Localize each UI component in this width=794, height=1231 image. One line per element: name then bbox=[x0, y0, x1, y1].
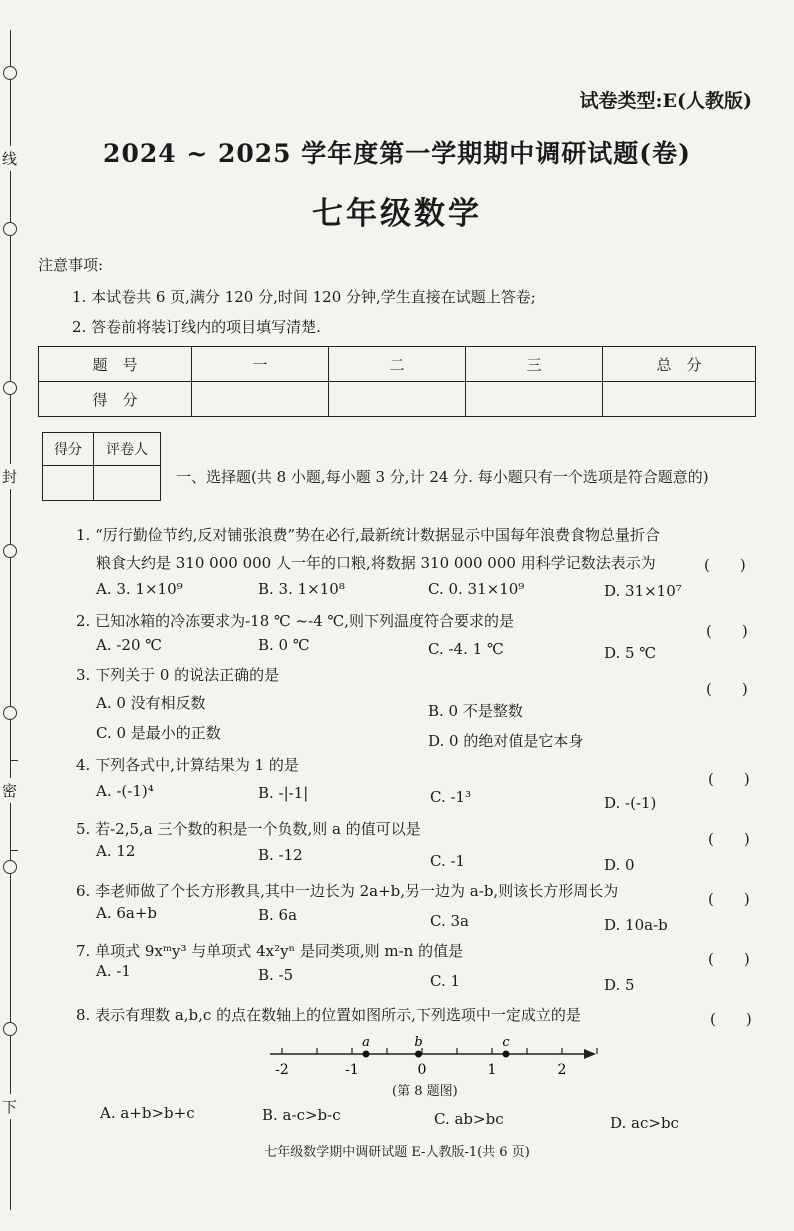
score-header-cell: 总 分 bbox=[603, 347, 756, 382]
question-7: 7. 单项式 9xᵐy³ 与单项式 4x²yⁿ 是同类项,则 m-n 的值是 bbox=[76, 942, 464, 960]
option-b: B. 3. 1×10⁸ bbox=[258, 580, 345, 598]
option-b: B. a-c>b-c bbox=[262, 1106, 341, 1124]
subject-title: 七年级数学 bbox=[312, 196, 482, 232]
notice-heading: 注意事项: bbox=[38, 256, 104, 274]
score-cell[interactable] bbox=[466, 382, 603, 417]
score-header-cell: 二 bbox=[329, 347, 466, 382]
binding-tick bbox=[10, 850, 18, 851]
notice-item: 1. 本试卷共 6 页,满分 120 分,时间 120 分钟,学生直接在试题上答卷; bbox=[72, 288, 536, 306]
option-a: A. -1 bbox=[96, 962, 131, 980]
number-line-tick-label: -1 bbox=[345, 1062, 359, 1078]
option-a: A. 0 没有相反数 bbox=[96, 694, 206, 712]
option-b: B. -12 bbox=[258, 846, 303, 864]
option-b: B. 0 不是整数 bbox=[428, 702, 523, 720]
option-a: A. a+b>b+c bbox=[100, 1104, 195, 1122]
binding-circle bbox=[3, 1022, 17, 1036]
grader-table bbox=[42, 432, 161, 501]
binding-circle bbox=[3, 860, 17, 874]
binding-circle bbox=[3, 381, 17, 395]
page-title: 2024 ~ 2025 学年度第一学期期中调研试题(卷) bbox=[103, 139, 691, 168]
answer-paren[interactable]: ( ) bbox=[706, 622, 748, 640]
grader-header-cell: 评卷人 bbox=[94, 433, 161, 466]
question-1: 1. “厉行勤俭节约,反对铺张浪费”势在必行,最新统计数据显示中国每年浪费食物总量折合 bbox=[76, 526, 660, 544]
option-d: D. 10a-b bbox=[604, 916, 668, 934]
grader-cell[interactable] bbox=[94, 466, 161, 501]
number-line-tick-label: -2 bbox=[275, 1062, 289, 1078]
question-3: 3. 下列关于 0 的说法正确的是 bbox=[76, 666, 280, 684]
score-cell[interactable] bbox=[329, 382, 466, 417]
number-line-tick-label: 1 bbox=[487, 1062, 497, 1078]
option-d: D. -(-1) bbox=[604, 794, 657, 812]
score-cell[interactable] bbox=[192, 382, 329, 417]
option-d: D. 5 bbox=[604, 976, 635, 994]
option-a: A. 3. 1×10⁹ bbox=[96, 580, 183, 598]
option-c: C. -1³ bbox=[430, 788, 472, 806]
option-a: A. 12 bbox=[96, 842, 136, 860]
section-heading: 一、选择题(共 8 小题,每小题 3 分,计 24 分. 每小题只有一个选项是符合题意的) bbox=[176, 468, 709, 486]
answer-paren[interactable]: ( ) bbox=[706, 680, 748, 698]
question-2: 2. 已知冰箱的冷冻要求为-18 ℃ ~-4 ℃,则下列温度符合要求的是 bbox=[76, 612, 515, 630]
binding-circle bbox=[3, 66, 17, 80]
question-6: 6. 李老师做了个长方形教具,其中一边长为 2a+b,另一边为 a-b,则该长方形周长为 bbox=[76, 882, 619, 900]
option-c: C. -4. 1 ℃ bbox=[428, 640, 504, 658]
answer-paren[interactable]: ( ) bbox=[710, 1010, 752, 1028]
question-4: 4. 下列各式中,计算结果为 1 的是 bbox=[76, 756, 299, 774]
option-c: C. 1 bbox=[430, 972, 461, 990]
option-d: D. 0 bbox=[604, 856, 635, 874]
option-d: D. ac>bc bbox=[610, 1114, 679, 1132]
number-line-point bbox=[363, 1051, 370, 1058]
binding-char-xia: 下 bbox=[2, 1094, 17, 1119]
option-c: C. ab>bc bbox=[434, 1110, 504, 1128]
binding-tick bbox=[10, 760, 18, 761]
question-5: 5. 若-2,5,a 三个数的积是一个负数,则 a 的值可以是 bbox=[76, 820, 421, 838]
option-d: D. 5 ℃ bbox=[604, 644, 657, 662]
score-header-cell: 题 号 bbox=[39, 347, 192, 382]
page-footer: 七年级数学期中调研试题 E-人教版-1(共 6 页) bbox=[264, 1145, 530, 1160]
answer-paren[interactable]: ( ) bbox=[708, 890, 750, 908]
grader-header-cell: 得分 bbox=[43, 433, 94, 466]
number-line-point bbox=[415, 1051, 422, 1058]
score-header-cell: 一 bbox=[192, 347, 329, 382]
number-line-tick-label: 0 bbox=[417, 1062, 427, 1078]
number-line-point-label: c bbox=[502, 1035, 510, 1050]
binding-char-mi: 密 bbox=[2, 778, 17, 803]
option-c: C. 0. 31×10⁹ bbox=[428, 580, 525, 598]
option-d: D. 31×10⁷ bbox=[604, 582, 682, 600]
paper-type: 试卷类型:E(人教版) bbox=[579, 90, 752, 112]
question-1-cont: 粮食大约是 310 000 000 人一年的口粮,将数据 310 000 000 用科学记数法表示为 bbox=[96, 554, 656, 572]
answer-paren[interactable]: ( ) bbox=[708, 770, 750, 788]
option-b: B. 6a bbox=[258, 906, 298, 924]
score-cell[interactable] bbox=[603, 382, 756, 417]
option-d: D. 0 的绝对值是它本身 bbox=[428, 732, 584, 750]
number-line-arrow bbox=[584, 1049, 596, 1059]
option-a: A. -20 ℃ bbox=[96, 636, 163, 654]
number-line-point-label: a bbox=[362, 1035, 370, 1050]
option-c: C. 0 是最小的正数 bbox=[96, 724, 221, 742]
score-header-cell: 三 bbox=[466, 347, 603, 382]
figure-caption: (第 8 题图) bbox=[392, 1084, 458, 1099]
option-b: B. -5 bbox=[258, 966, 294, 984]
binding-char-feng: 封 bbox=[2, 464, 17, 489]
binding-circle bbox=[3, 544, 17, 558]
answer-paren[interactable]: ( ) bbox=[708, 830, 750, 848]
question-8: 8. 表示有理数 a,b,c 的点在数轴上的位置如图所示,下列选项中一定成立的是 bbox=[76, 1006, 581, 1024]
score-table bbox=[38, 346, 756, 417]
answer-paren[interactable]: ( ) bbox=[708, 950, 750, 968]
number-line-tick-label: 2 bbox=[557, 1062, 567, 1078]
option-c: C. -1 bbox=[430, 852, 466, 870]
option-b: B. 0 ℃ bbox=[258, 636, 310, 654]
option-a: A. -(-1)⁴ bbox=[96, 782, 154, 800]
option-c: C. 3a bbox=[430, 912, 469, 930]
number-line-point-label: b bbox=[414, 1035, 423, 1050]
answer-paren[interactable]: ( ) bbox=[704, 556, 746, 574]
number-line-point bbox=[503, 1051, 510, 1058]
grader-cell[interactable] bbox=[43, 466, 94, 501]
binding-circle bbox=[3, 706, 17, 720]
score-row-label: 得 分 bbox=[39, 382, 192, 417]
notice-item: 2. 答卷前将装订线内的项目填写清楚. bbox=[72, 318, 321, 336]
option-b: B. -|-1| bbox=[258, 784, 309, 802]
option-a: A. 6a+b bbox=[96, 904, 158, 922]
binding-char-xian: 线 bbox=[2, 146, 17, 171]
